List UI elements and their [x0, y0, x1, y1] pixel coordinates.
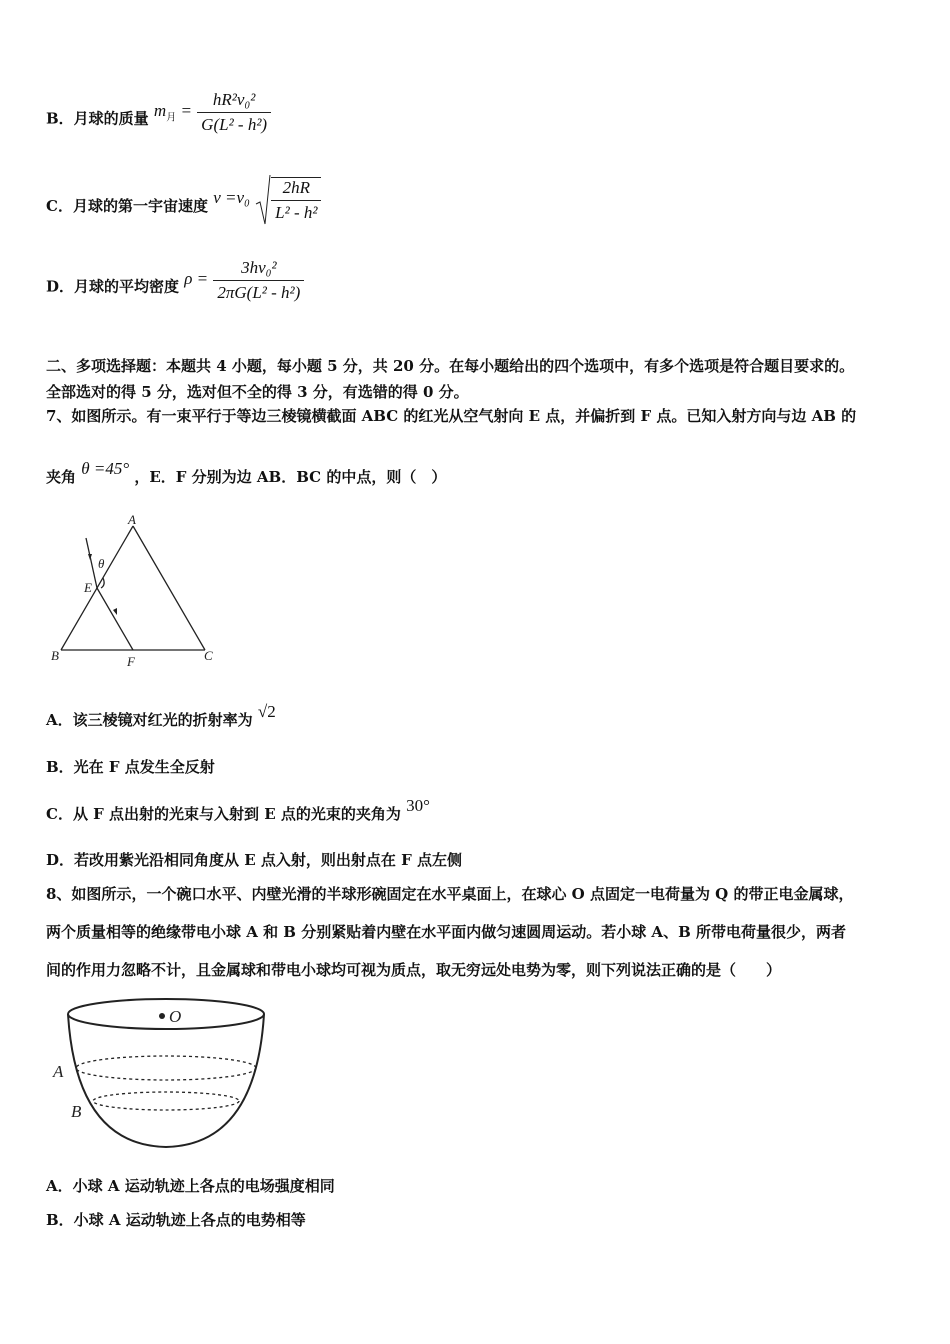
q7-option-a	[46, 702, 276, 730]
q6-option-c-sqrt	[255, 174, 321, 226]
q6-option-b-var: $m_月$ =	[153, 100, 192, 123]
q6-option-c-numerator: 2hR	[271, 178, 321, 201]
orbit-a	[76, 1056, 256, 1080]
q6-option-d-var: ρ =	[184, 268, 209, 288]
q7-option-d: D．若改用紫光沿相同角度从 E 点入射，则出射点在 F 点左侧	[46, 851, 462, 869]
q6-option-b-label: B．月球的质量	[46, 109, 149, 128]
q6-option-d	[46, 258, 304, 303]
q8-option-a: A．小球 A 运动轨迹上各点的电场强度相同	[46, 1177, 335, 1195]
q6-option-d-label: D．月球的平均密度	[46, 277, 180, 296]
q7-option-c	[46, 796, 430, 824]
q7-stem-prefix: 夹角	[46, 468, 77, 486]
q6-option-c-var: v =v₀	[213, 188, 250, 207]
q7-option-a-value: √2	[257, 702, 276, 721]
label-b: B	[71, 1102, 82, 1121]
prism-figure	[48, 510, 228, 672]
q7-angle: θ =45°	[81, 459, 130, 478]
label-b: B	[51, 648, 59, 663]
q8-stem-line3: 间的作用力忽略不计，且金属球和带电小球均可视为质点，取无穷远处电势为零，则下列说法正确的是（ ）	[46, 961, 782, 979]
q7-stem-suffix: ，E．F 分别为边 AB．BC 的中点，则（ ）	[134, 468, 447, 486]
center-point-o	[159, 1013, 165, 1019]
refracted-arrow-icon	[113, 608, 117, 615]
q6-option-d-numerator: 3hv₀²	[213, 258, 304, 281]
q6-option-b-numerator: hR²v₀²	[197, 90, 271, 113]
radical-sign-icon	[255, 174, 271, 226]
section-heading-line2: 全部选对的得 5 分，选对但不全的得 3 分，有选错的得 0 分。	[46, 383, 469, 401]
bowl-rim	[68, 999, 264, 1029]
q7-option-c-value: 30°	[406, 796, 430, 815]
q7-option-b: B．光在 F 点发生全反射	[46, 758, 215, 776]
label-e: E	[84, 580, 92, 595]
q7-stem-line1: 7、如图所示。有一束平行于等边三棱镜横截面 ABC 的红光从空气射向 E 点，并偏折到 F 点。已知入射方向与边 AB 的	[46, 407, 857, 425]
q6-option-d-denominator: 2πG(L² - h²)	[217, 283, 301, 302]
q6-option-b-denominator: G(L² - h²)	[201, 115, 268, 134]
incident-arrow-icon	[88, 554, 92, 560]
label-o: O	[169, 1007, 182, 1026]
q6-option-b	[46, 90, 271, 135]
q8-option-b: B．小球 A 运动轨迹上各点的电势相等	[46, 1211, 306, 1229]
q6-option-b-fraction	[197, 90, 271, 135]
q8-stem-line2: 两个质量相等的绝缘带电小球 A 和 B 分别紧贴着内壁在水平面内做匀速圆周运动。若小球 A、B 所带电荷量很少，两者	[46, 923, 846, 941]
label-a: A	[128, 512, 136, 527]
q7-stem-line2	[46, 459, 447, 487]
orbit-b	[93, 1092, 239, 1110]
q7-option-a-label: A．该三棱镜对红光的折射率为	[46, 711, 253, 729]
label-theta: θ	[98, 556, 105, 571]
q7-option-c-label: C．从 F 点出射的光束与入射到 E 点的光束的夹角为	[46, 805, 401, 823]
section-heading-line1: 二、多项选择题：本题共 4 小题，每小题 5 分，共 20 分。在每小题给出的四个选项中，有多个选项是符合题目要求的。	[46, 357, 855, 375]
prism-side-ac	[133, 526, 205, 650]
label-a: A	[53, 1062, 64, 1081]
q6-option-c-denominator: L² - h²	[275, 203, 318, 222]
refracted-ray	[97, 588, 133, 650]
label-c: C	[204, 648, 213, 663]
q6-option-c	[46, 178, 321, 226]
bowl-figure	[48, 995, 278, 1155]
q6-option-c-label: C．月球的第一宇宙速度	[46, 197, 208, 215]
label-f: F	[127, 654, 135, 669]
q8-stem-line1: 8、如图所示，一个碗口水平、内壁光滑的半球形碗固定在水平桌面上，在球心 O 点固定一电荷量为 Q 的带正电金属球，	[46, 885, 854, 903]
q6-option-d-fraction	[213, 258, 304, 303]
